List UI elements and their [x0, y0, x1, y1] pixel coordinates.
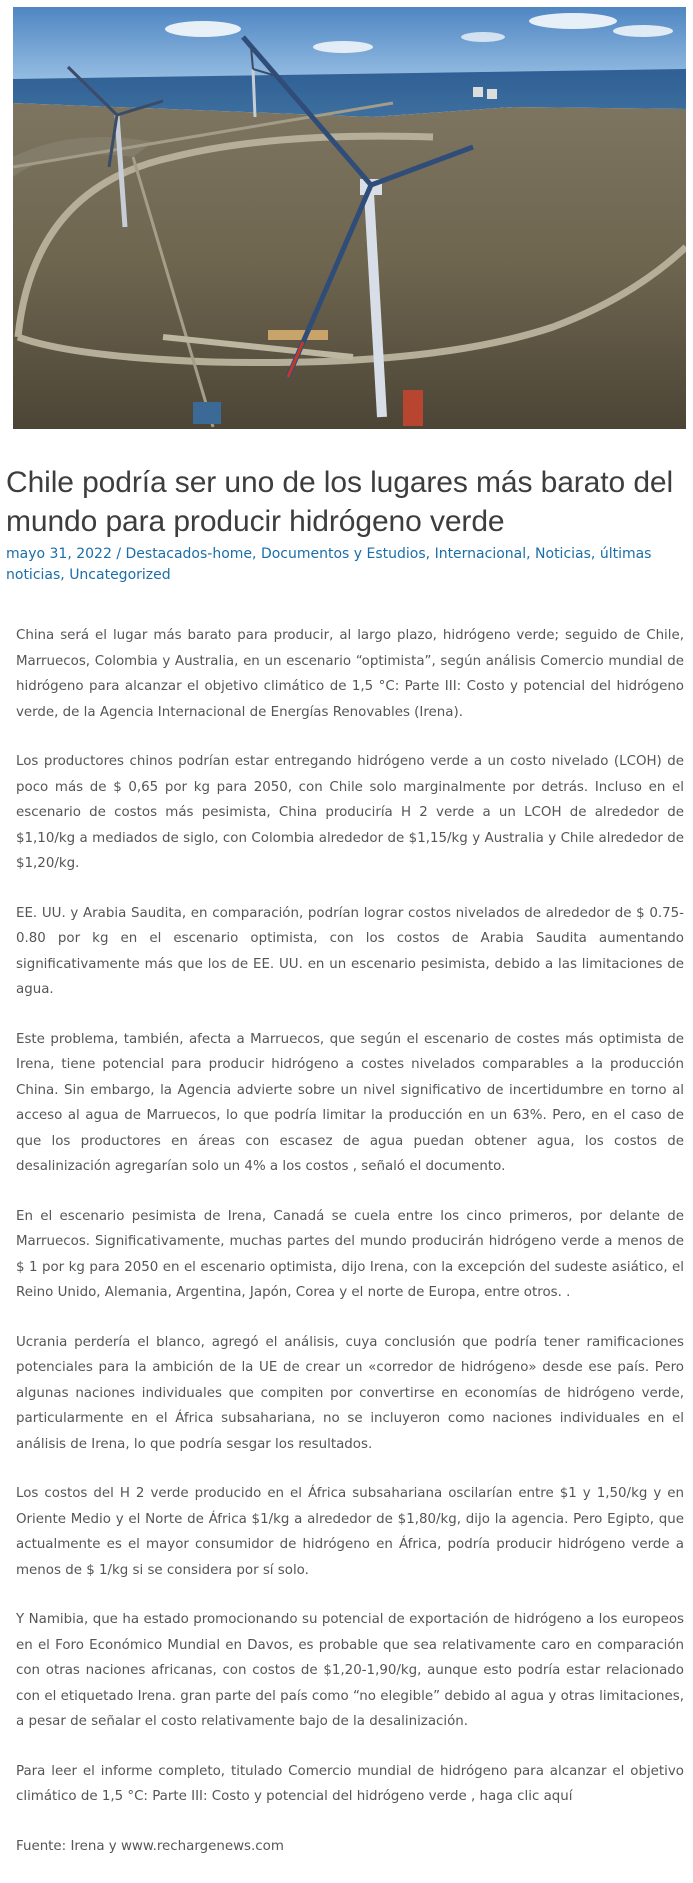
paragraph: Este problema, también, afecta a Marruecos, que según el escenario de costes más optimista de Irena, tiene potencial para producir hidrógeno a costes nivelados comparables a la producción China. Sin embargo, la Agencia advierte sobre un nivel significativo de incertidumbre en torno al acceso al agua de Marruecos, lo que podría limitar la producción en un 63%. Pero, en el caso de que los productores en áreas con escasez de agua puedan obtener agua, los costos de desalinización agregarían solo un 4% a los costos , señaló el documento. — [16, 1031, 684, 1174]
paragraph: China será el lugar más barato para producir, al largo plazo, hidrógeno verde; seguido de Chile, Marruecos, Colombia y Australia, en un escenario “optimista”, según análisis Comercio mundial de hidrógeno para alcanzar el objetivo climático de 1,5 °C: Parte III: Costo y potencial del hidrógeno verde, de la Agencia Internacional de Energías Renovables (Irena). — [16, 628, 684, 720]
article-body — [16, 623, 684, 1883]
category-link-noticias[interactable]: Noticias — [535, 546, 591, 562]
category-link-destacados-home[interactable]: Destacados-home — [125, 546, 253, 562]
category-link-documentos-y-estudios[interactable]: Documentos y Estudios — [260, 546, 426, 562]
paragraph: EE. UU. y Arabia Saudita, en comparación, podrían lograr costos nivelados de alrededor de $ 0.75-0.80 por kg en el escenario optimista, con los costos de Arabia Saudita aumentando significativamente más que los de EE. UU. en un escenario pesimista, debido a las limitaciones de agua. — [16, 905, 684, 997]
wind-turbine-landscape-image — [13, 7, 686, 429]
category-link-uncategorized[interactable]: Uncategorized — [69, 566, 171, 583]
article-title: Chile podría ser uno de los lugares más barato del mundo para producir hidrógeno verde — [6, 466, 674, 538]
paragraph: Los costos del H 2 verde producido en el África subsahariana oscilarían entre $1 y 1,50/kg y en Oriente Medio y el Norte de África $1/kg a alrededor de $1,80/kg, dijo la agencia. Pero Egipto, que actualmente es el mayor consumidor de hidrógeno en África, podría producir hidrógeno verde a menos de $ 1/kg si se considera por sí solo. — [16, 1486, 684, 1578]
paragraph: Y Namibia, que ha estado promocionando su potencial de exportación de hidrógeno a los europeos en el Foro Económico Mundial en Davos, es probable que sea relativamente caro en comparación con otras naciones africanas, con costos de $1,20-1,90/kg, aunque esto podría estar relacionado con el etiquetado Irena. gran parte del país como “no elegible” debido al agua y otras limitaciones, a pesar de señalar el costo relativamente bajo de la desalinización. — [16, 1612, 684, 1729]
paragraph: Los productores chinos podrían estar entregando hidrógeno verde a un costo nivelado (LCOH) de poco más de $ 0,65 por kg para 2050, con Chile solo marginalmente por detrás. Incluso en el escenario de costos más pesimista, China produciría H 2 verde a un LCOH de alrededor de $1,10/kg a mediados de siglo, con Colombia alrededor de $1,15/kg y Australia y Chile alrededor de $1,20/kg. — [16, 754, 684, 871]
category-link-internacional[interactable]: Internacional — [434, 546, 527, 562]
paragraph: Ucrania perdería el blanco, agregó el análisis, cuya conclusión que podría tener ramificaciones potenciales para la ambición de la UE de crear un «corredor de hidrógeno» desde ese país. Pero algunas naciones individuales que compiten por convertirse en economías de hidrógeno verde, particularmente en el África subsahariana, no se incluyeron como naciones individuales en el análisis de Irena, lo que podría sesgar los resultados. — [16, 1334, 684, 1452]
paragraph-report-link: Para leer el informe completo, titulado Comercio mundial de hidrógeno para alcanzar el objetivo climático de 1,5 °C: Parte III: Costo y potencial del hidrógeno verde , haga clic aquí — [16, 1763, 684, 1804]
source-line: Fuente: Irena y www.rechargenews.com — [16, 1838, 284, 1854]
paragraph: En el escenario pesimista de Irena, Canadá se cuela entre los cinco primeros, por delante de Marruecos. Significativamente, muchas partes del mundo producirán hidrógeno verde a menos de $ 1 por kg para 2050 en el escenario optimista, dijo Irena, con la excepción del sudeste asiático, el Reino Unido, Alemania, Argentina, Japón, Corea y el norte de Europa, entre otros. . — [16, 1208, 684, 1300]
category-link-ultimas-noticias[interactable]: últimas noticias — [6, 546, 652, 583]
post-date-link[interactable]: mayo 31, 2022 — [6, 546, 112, 562]
hero-image — [13, 7, 686, 429]
meta-separator: / — [111, 546, 126, 562]
post-meta: mayo 31, 2022 / Destacados-home, Documentos y Estudios, Internacional, Noticias, últimas noticias, Uncategorized — [6, 546, 652, 583]
